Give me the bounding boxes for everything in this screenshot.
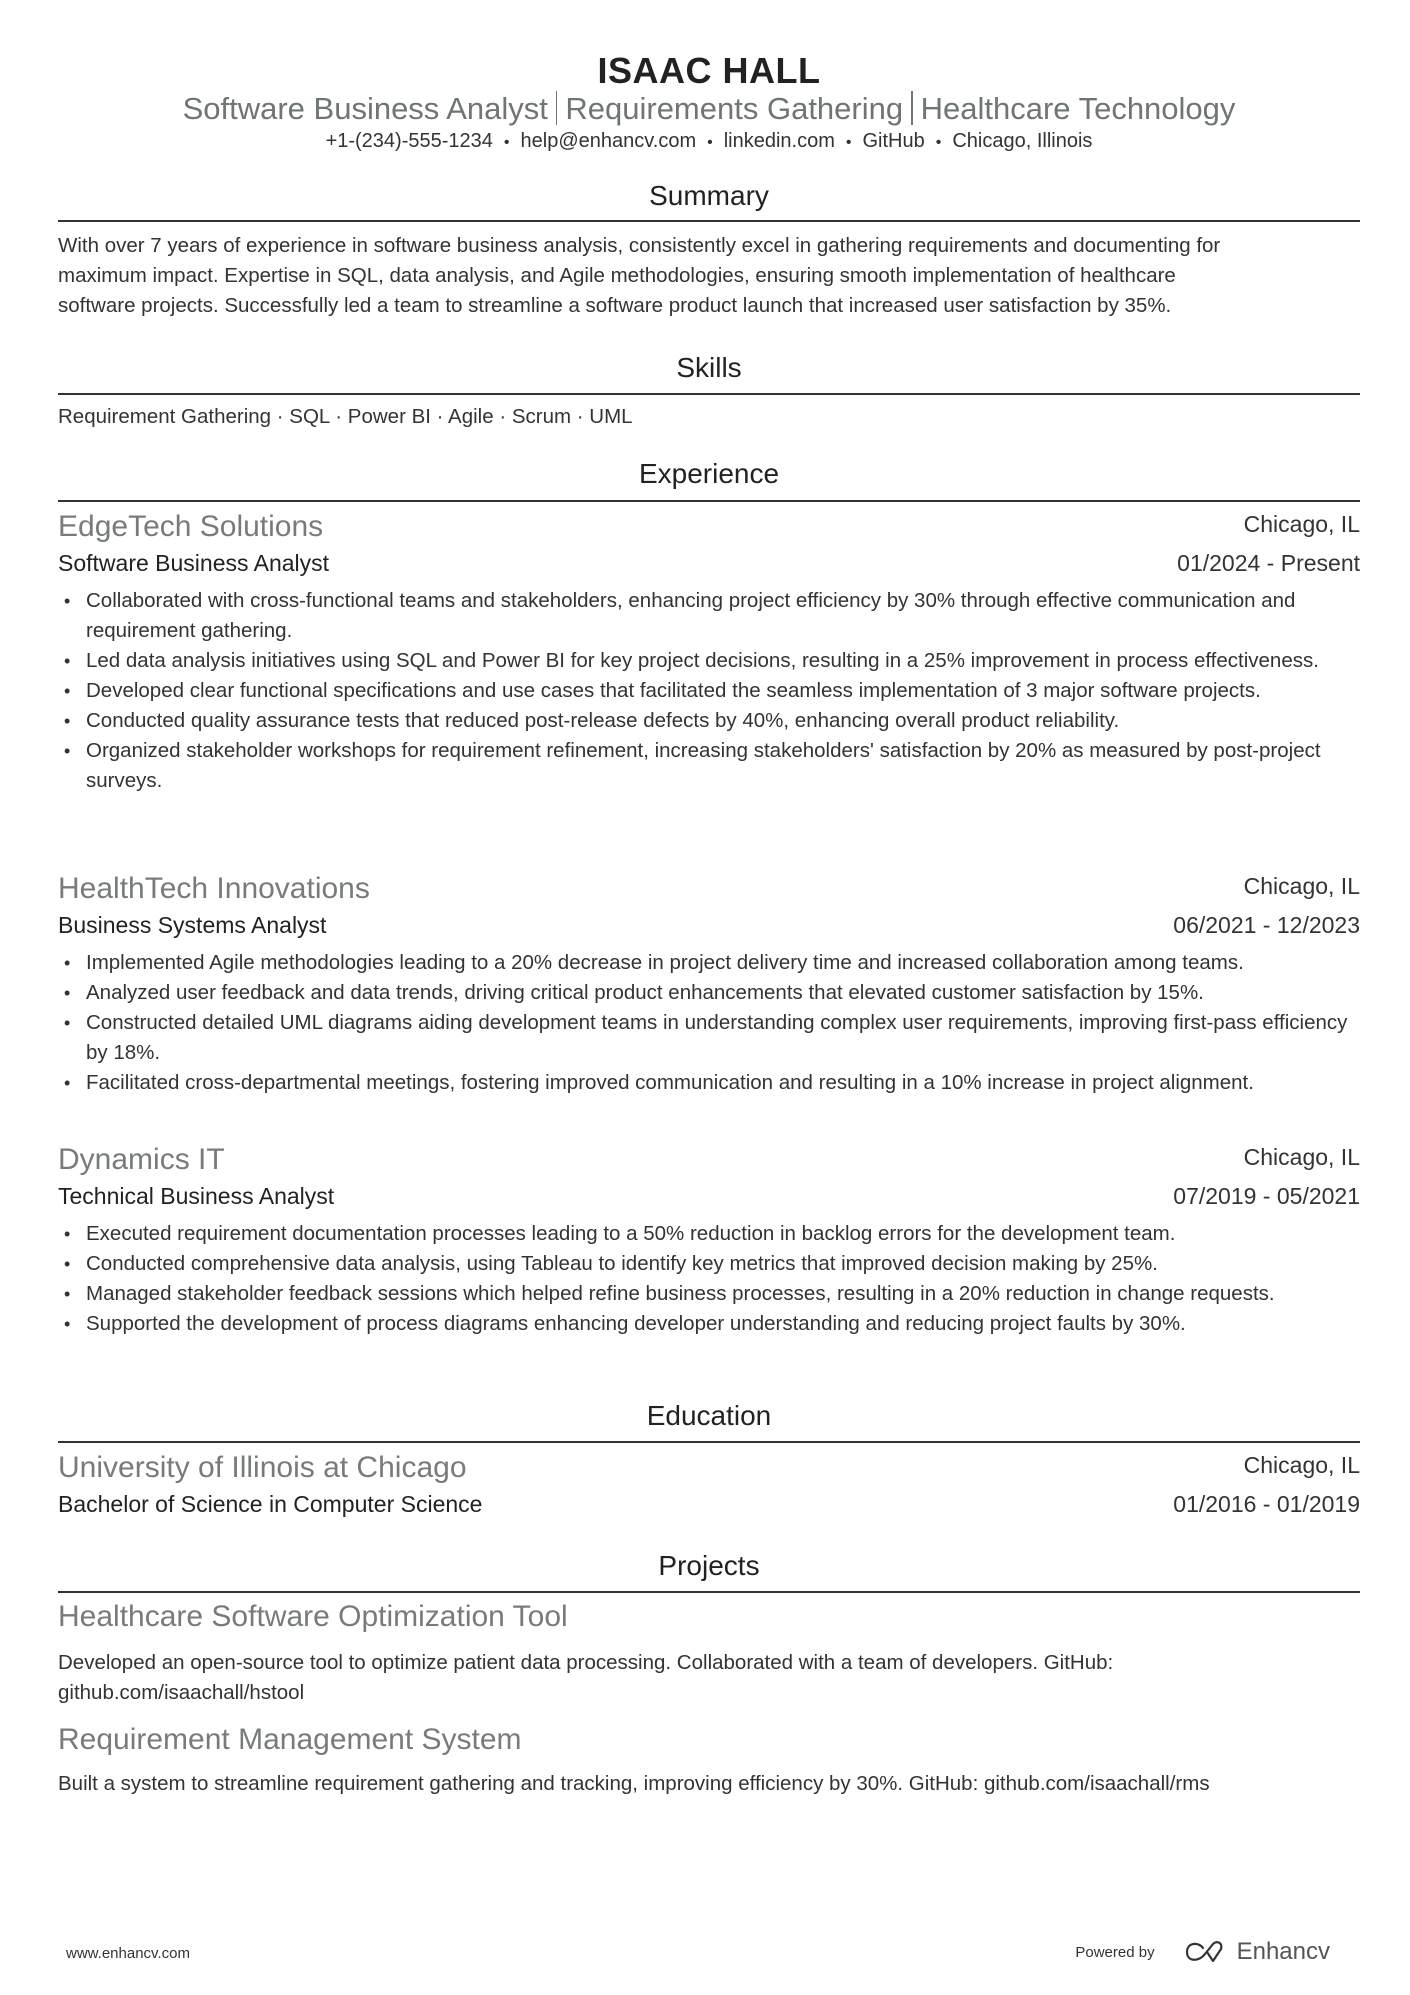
bullet-separator: •: [845, 134, 852, 151]
location: Chicago, Illinois: [952, 130, 1093, 152]
section-divider: [58, 220, 1360, 222]
project-link[interactable]: github.com/isaachall/hstool: [58, 1681, 305, 1704]
section-heading-education: Education: [646, 1400, 772, 1431]
section-divider: [58, 500, 1360, 502]
summary-line: With over 7 years of experience in software business analysis, consistently excel in gathering requirements and documenting for: [58, 234, 1221, 257]
bullet-item: • Executed requirement documentation processes leading to a 50% reduction in backlog errors for the development team.: [58, 1219, 1360, 1249]
contact-line: [58, 130, 1360, 153]
resume-page: [58, 0, 1360, 1995]
powered-by-label: Powered by: [1075, 1943, 1155, 1961]
school-location: Chicago, IL: [1243, 1452, 1360, 1478]
section-heading-skills: Skills: [676, 352, 742, 383]
bullet-item: • Conducted quality assurance tests that reduced post-release defects by 40%, enhancing overall product reliability.: [58, 706, 1360, 736]
company-name: HealthTech Innovations: [58, 872, 370, 905]
job-location: Chicago, IL: [1243, 873, 1360, 899]
brand-name: Enhancv: [1236, 1938, 1330, 1965]
bullet-item: • Led data analysis initiatives using SQL and Power BI for key project decisions, resulting in a 25% improvement in process effectiveness.: [58, 646, 1360, 676]
project-name: Healthcare Software Optimization Tool: [58, 1600, 568, 1633]
summary-line: maximum impact. Expertise in SQL, data analysis, and Agile methodologies, ensuring smooth implementation of healthcare: [58, 264, 1176, 287]
divider: [556, 91, 558, 125]
headline-part: Software Business Analyst: [182, 91, 548, 126]
project-name: Requirement Management System: [58, 1723, 522, 1756]
section-divider: [58, 1591, 1360, 1593]
footer-branding: [1075, 1938, 1330, 1966]
bullet-item: • Managed stakeholder feedback sessions which helped refine business processes, resulting in a 20% reduction in change requests.: [58, 1279, 1360, 1309]
job-title: Software Business Analyst: [58, 550, 330, 576]
enhancv-infinity-icon: [1183, 1940, 1227, 1964]
job-bullets: [58, 948, 1360, 1098]
degree: Bachelor of Science in Computer Science: [58, 1491, 483, 1517]
section-divider: [58, 1441, 1360, 1443]
bullet-item: • Constructed detailed UML diagrams aiding development teams in understanding complex user requirements, improving first-pass efficiency by 18%.: [58, 1008, 1360, 1068]
company-name: EdgeTech Solutions: [58, 510, 324, 543]
divider: [911, 91, 913, 125]
bullet-separator: •: [707, 134, 713, 151]
bullet-item: • Supported the development of process diagrams enhancing developer understanding and reducing project faults by 30%.: [58, 1309, 1360, 1339]
headline-part: Healthcare Technology: [920, 91, 1236, 126]
job-dates: 07/2019 - 05/2021: [1173, 1183, 1360, 1209]
project-description-line: Developed an open-source tool to optimize patient data processing. Collaborated with a team of developers. GitHub:: [58, 1651, 1114, 1674]
headline-part: Requirements Gathering: [565, 91, 904, 126]
summary-line: software projects. Successfully led a team to streamline a software product launch that increased user satisfaction by 35%.: [58, 294, 1172, 317]
job-title: Technical Business Analyst: [58, 1183, 335, 1209]
job-bullets: [58, 586, 1360, 796]
phone: +1-(234)-555-1234: [325, 130, 493, 152]
job-bullets: [58, 1219, 1360, 1339]
bullet-separator: •: [935, 134, 942, 151]
project-description: [58, 1769, 1360, 1799]
bullet-item: • Facilitated cross-departmental meetings, fostering improved communication and resulting in a 10% increase in project alignment.: [58, 1068, 1360, 1098]
bullet-item: • Collaborated with cross-functional teams and stakeholders, enhancing project efficiency by 30% through effective communication and requirement gathering.: [58, 586, 1360, 646]
bullet-item: • Implemented Agile methodologies leading to a 20% decrease in project delivery time and increased collaboration among teams.: [58, 948, 1360, 978]
school-name: University of Illinois at Chicago: [58, 1451, 467, 1484]
linkedin-link[interactable]: linkedin.com: [723, 130, 835, 152]
job-location: Chicago, IL: [1243, 1144, 1360, 1170]
candidate-name: ISAAC HALL: [597, 50, 821, 91]
enhancv-logo[interactable]: [1183, 1938, 1330, 1966]
summary-text: [58, 231, 1360, 321]
bullet-item: • Organized stakeholder workshops for requirement refinement, increasing stakeholders' satisfaction by 20% as measured by post-project surveys.: [58, 736, 1360, 796]
job-location: Chicago, IL: [1243, 511, 1360, 537]
section-heading-summary: Summary: [649, 180, 769, 211]
bullet-separator: •: [503, 134, 510, 151]
job-dates: 06/2021 - 12/2023: [1173, 912, 1360, 938]
section-divider: [58, 393, 1360, 395]
company-name: Dynamics IT: [58, 1143, 225, 1176]
education-dates: 01/2016 - 01/2019: [1173, 1491, 1360, 1517]
bullet-item: • Conducted comprehensive data analysis, using Tableau to identify key metrics that improved decision making by 25%.: [58, 1249, 1360, 1279]
bullet-item: • Developed clear functional specifications and use cases that facilitated the seamless implementation of 3 major software projects.: [58, 676, 1360, 706]
email-link[interactable]: help@enhancv.com: [520, 130, 697, 152]
project-description: [58, 1648, 1360, 1708]
skills-list: Requirement Gathering · SQL · Power BI · Agile · Scrum · UML: [58, 405, 633, 428]
job-title: Business Systems Analyst: [58, 912, 327, 938]
headline: [58, 91, 1360, 127]
footer-website-link[interactable]: www.enhancv.com: [66, 1945, 190, 1962]
bullet-item: • Analyzed user feedback and data trends, driving critical product enhancements that elevated customer satisfaction by 15%.: [58, 978, 1360, 1008]
project-description-line: Built a system to streamline requirement gathering and tracking, improving efficiency by 30%. GitHub: github.com/isaachall/rms: [58, 1772, 1210, 1795]
github-link[interactable]: GitHub: [862, 130, 925, 152]
section-heading-projects: Projects: [658, 1550, 760, 1581]
job-dates: 01/2024 - Present: [1177, 550, 1360, 576]
section-heading-experience: Experience: [638, 458, 780, 489]
